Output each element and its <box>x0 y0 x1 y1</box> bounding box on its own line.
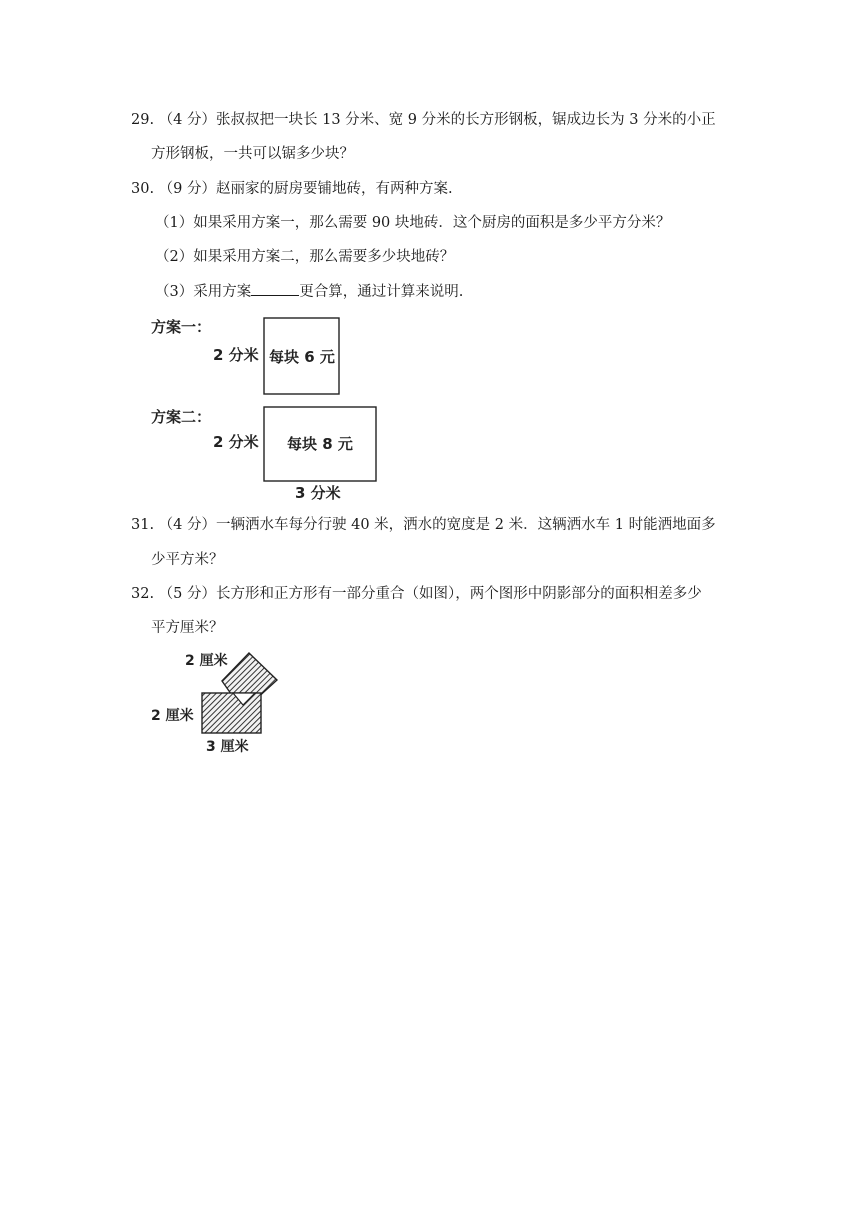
plan2-bottom-label: 3 分米 <box>295 484 341 502</box>
q30-text: 赵丽家的厨房要铺地砖，有两种方案. <box>216 181 453 197</box>
q31-score: （4 分） <box>158 517 217 533</box>
q29-number: 29. <box>131 112 155 128</box>
q32-line-2 <box>151 618 224 638</box>
square-side-label: 2 厘米 <box>185 653 228 669</box>
q31-text-1: 一辆洒水车每分行驶 40 米，洒水的宽度是 2 米．这辆洒水车 1 时能洒地面多 <box>216 517 716 533</box>
answer-blank[interactable] <box>251 281 299 296</box>
q29-score: （4 分） <box>158 112 217 128</box>
q32-number: 32. <box>131 586 155 602</box>
q30-sub-3-suffix: 更合算，通过计算来说明. <box>299 284 464 300</box>
q31-number: 31. <box>131 517 155 533</box>
q29-line-1 <box>131 110 716 130</box>
q31-line-1 <box>131 515 716 535</box>
q31-text-2: 少平方米？ <box>151 552 224 568</box>
q30-line-1 <box>131 179 453 199</box>
q31-line-2 <box>151 550 224 570</box>
q30-sub-3 <box>155 281 463 302</box>
q30-sub-2-text: （2）如果采用方案二，那么需要多少块地砖？ <box>155 249 455 265</box>
q29-line-2 <box>151 144 354 164</box>
shaded-rectangle <box>202 693 261 733</box>
q30-sub-1 <box>155 213 670 233</box>
rect-width-label: 3 厘米 <box>206 739 249 755</box>
plan1-price: 每块 6 元 <box>269 348 335 366</box>
q30-score: （9 分） <box>158 181 217 197</box>
q29-text-1: 张叔叔把一块长 13 分米、宽 9 分米的长方形钢板，锯成边长为 3 分米的小正 <box>216 112 716 128</box>
q32-text-1: 长方形和正方形有一部分重合（如图），两个图形中阴影部分的面积相差多少 <box>216 586 702 602</box>
q30-sub-1-text: （1）如果采用方案一，那么需要 90 块地砖．这个厨房的面积是多少平方分米？ <box>155 215 671 231</box>
q32-score: （5 分） <box>158 586 217 602</box>
q30-sub-2 <box>155 247 454 267</box>
q30-number: 30. <box>131 181 155 197</box>
q30-sub-3-prefix: （3）采用方案 <box>155 284 252 300</box>
q32-line-1 <box>131 584 702 604</box>
plan1-label: 方案一： <box>151 318 212 336</box>
plan2-price: 每块 8 元 <box>287 435 353 453</box>
q29-text-2: 方形钢板，一共可以锯多少块？ <box>151 146 354 162</box>
plan2-side-label: 2 分米 <box>213 433 259 451</box>
q30-figure <box>145 310 385 505</box>
q32-figure <box>145 645 290 760</box>
rect-height-label: 2 厘米 <box>151 708 194 724</box>
q32-text-2: 平方厘米？ <box>151 620 224 636</box>
plan1-side-label: 2 分米 <box>213 346 259 364</box>
plan2-label: 方案二： <box>151 408 212 426</box>
